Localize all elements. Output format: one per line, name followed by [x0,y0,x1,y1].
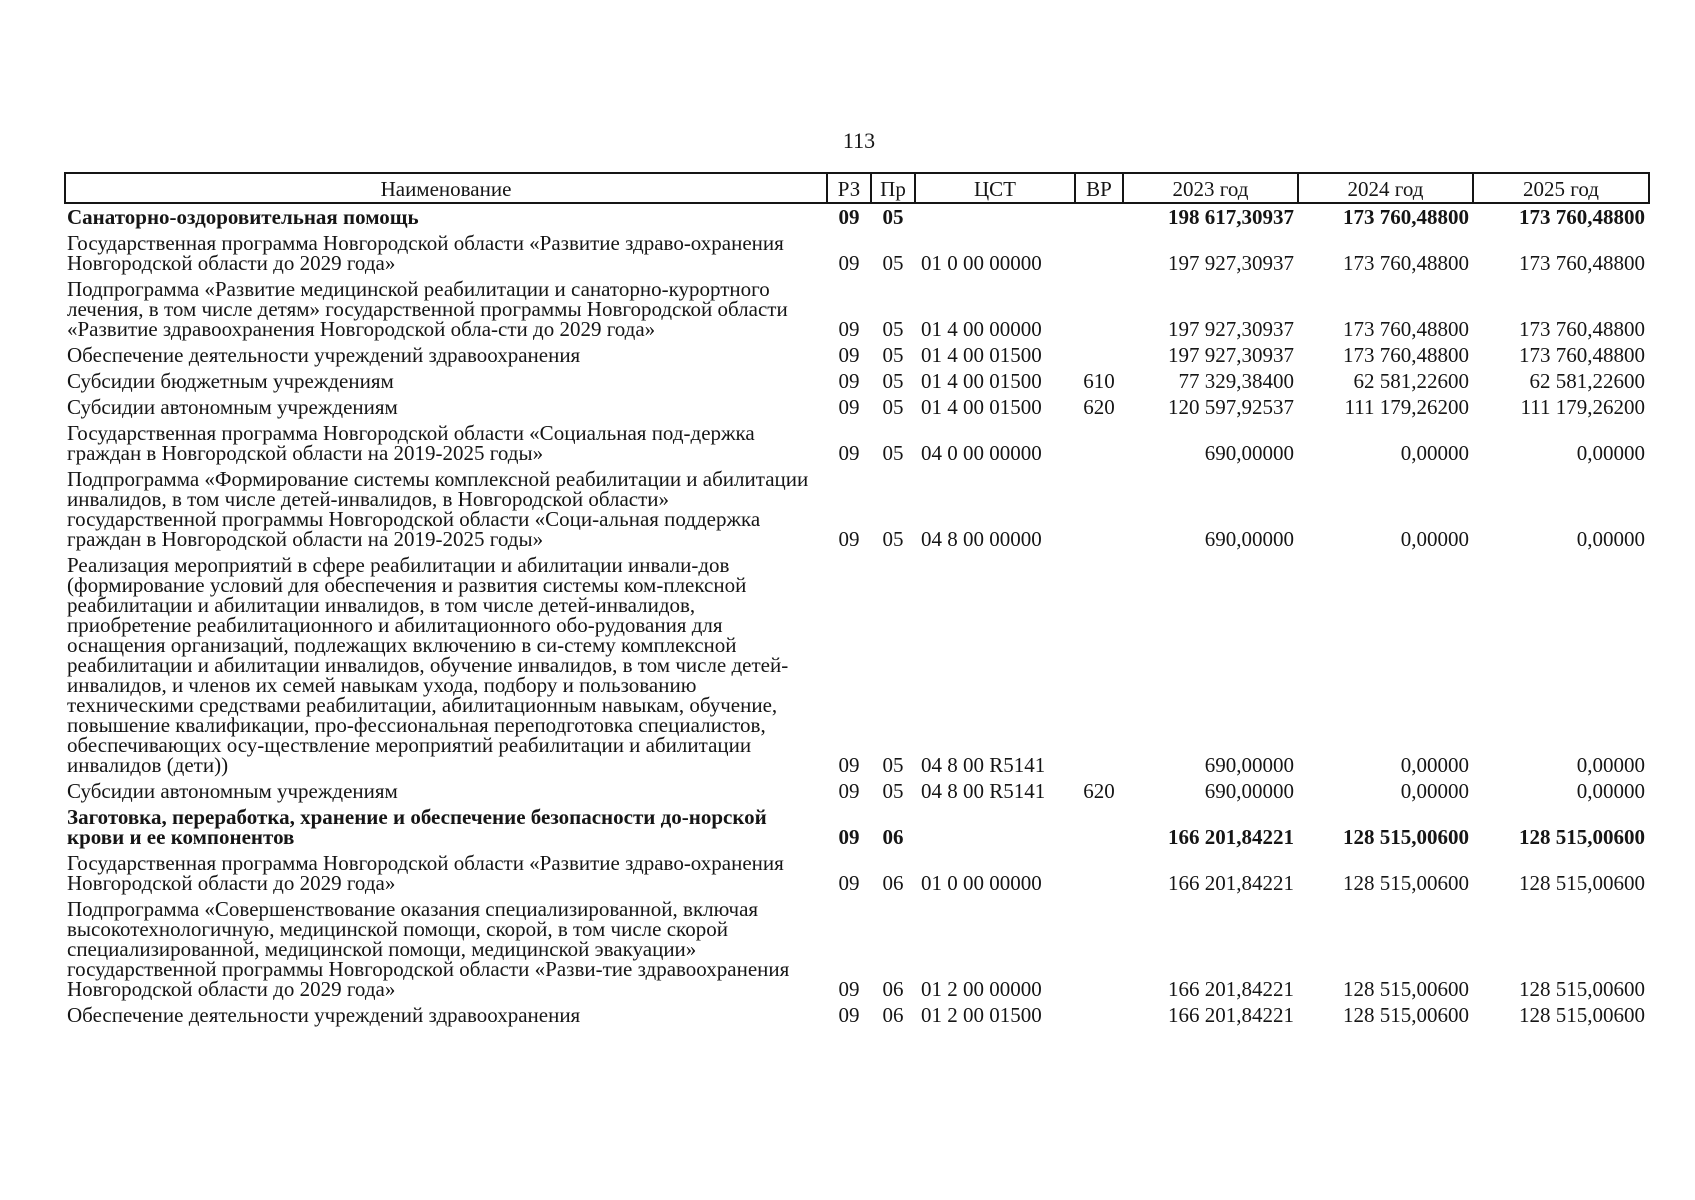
row-vr [1075,420,1123,466]
row-2024-value: 0,00000 [1400,753,1469,777]
header-pr: Пр [871,173,915,203]
row-rz: 09 [838,343,860,367]
row-rz: 09 [838,527,860,551]
row-cst: 01 2 00 00000 [921,977,1042,1001]
row-2023-value: 166 201,84221 [1168,977,1294,1001]
row-cst: 04 8 00 R5141 [921,753,1046,777]
table-row [65,203,1649,230]
row-vr [1075,804,1123,850]
row-name: Государственная программа Новгородской области «Развитие здраво-охранения Новгородской области до 2029 года» [67,851,784,895]
row-2025-value: 128 515,00600 [1519,871,1645,895]
row-vr [1075,466,1123,552]
row-cst: 04 0 00 00000 [921,441,1042,465]
row-pr: 06 [882,871,904,895]
table-row [65,420,1649,466]
row-name: Подпрограмма «Развитие медицинской реабилитации и санаторно-курортного лечения, в том числе детям» государственной программы Новгородской области «Развитие здравоохранения Новгородской обла-сти до 2029 года» [67,277,788,341]
row-2023-value: 166 201,84221 [1168,825,1294,849]
row-name: Обеспечение деятельности учреждений здравоохранения [67,343,581,367]
row-2024-value: 128 515,00600 [1343,871,1469,895]
row-2023-value: 166 201,84221 [1168,871,1294,895]
row-cst: 01 4 00 01500 [921,369,1042,393]
row-pr: 05 [882,205,904,229]
page-number: 113 [842,128,876,153]
row-name: Санаторно-оздоровительная помощь [67,205,419,229]
row-pr: 06 [882,1003,904,1027]
row-2024-value: 173 760,48800 [1343,343,1469,367]
row-2024-value: 128 515,00600 [1343,1003,1469,1027]
row-name: Государственная программа Новгородской области «Развитие здраво-охранения Новгородской области до 2029 года» [67,231,784,275]
table-row [65,394,1649,420]
row-2024-value: 111 179,26200 [1344,395,1469,419]
table-row [65,1002,1649,1028]
row-rz: 09 [838,395,860,419]
table-row [65,466,1649,552]
header-cst: ЦСТ [915,173,1075,203]
row-pr: 05 [882,343,904,367]
header-row [65,173,1649,203]
row-rz: 09 [838,317,860,341]
row-vr: 620 [1083,779,1115,803]
row-2023-value: 198 617,30937 [1168,205,1294,229]
row-2025-value: 62 581,22600 [1529,369,1645,393]
table-body [65,203,1649,1028]
row-name: Субсидии автономным учреждениям [67,395,398,419]
header-name: Наименование [65,173,827,203]
row-2025-value: 173 760,48800 [1519,251,1645,275]
row-pr: 06 [882,825,904,849]
row-2023-value: 197 927,30937 [1168,317,1294,341]
header-vr: ВР [1075,173,1123,203]
row-name: Заготовка, переработка, хранение и обеспечение безопасности до-норской крови и ее компонентов [67,805,767,849]
table-row [65,804,1649,850]
row-2024-value: 173 760,48800 [1343,251,1469,275]
row-name: Субсидии бюджетным учреждениям [67,369,394,393]
row-pr: 05 [882,251,904,275]
row-2024-value: 173 760,48800 [1343,317,1469,341]
row-2024-value: 128 515,00600 [1343,977,1469,1001]
row-2025-value: 111 179,26200 [1520,395,1645,419]
row-cst: 01 4 00 01500 [921,395,1042,419]
row-rz: 09 [838,753,860,777]
row-2025-value: 173 760,48800 [1519,343,1645,367]
table-row [65,896,1649,1002]
budget-table [64,172,1650,1028]
row-vr [1075,552,1123,778]
row-2023-value: 197 927,30937 [1168,343,1294,367]
row-rz: 09 [838,369,860,393]
row-2024-value: 0,00000 [1400,527,1469,551]
table-row [65,342,1649,368]
row-2024-value: 62 581,22600 [1353,369,1469,393]
header-rz: РЗ [827,173,871,203]
header-2025: 2025 год [1473,173,1649,203]
row-cst: 01 0 00 00000 [921,871,1042,895]
table-row [65,276,1649,342]
row-2024-value: 0,00000 [1400,441,1469,465]
row-rz: 09 [838,205,860,229]
row-2023-value: 690,00000 [1204,753,1294,777]
row-cst: 01 0 00 00000 [921,251,1042,275]
row-cst: 04 8 00 00000 [921,527,1042,551]
row-pr: 05 [882,317,904,341]
header-2024: 2024 год [1298,173,1473,203]
header-2023: 2023 год [1123,173,1298,203]
row-name: Реализация мероприятий в сфере реабилитации и абилитации инвали-дов (формирование условий для обеспечения и развития системы ком-плексной реабилитации и абилитации инвалидов, в том числе детей-инвалидов, приобретение реабилитационного и абилитационного обо-рудования для оснащения организаций, подлежащих включению в си-стему комплексной реабилитации и абилитации инвалидов, обучение инвалидов, в том числе детей-инвалидов, и членов их семей навыкам ухода, подбору и пользованию техническими средствами реабилитации, абилитационным навыкам, обучение, повышение квалификации, про-фессиональная переподготовка специалистов, обеспечивающих осу-ществление мероприятий реабилитации и абилитации инвалидов (дети)) [67,553,789,777]
row-name: Подпрограмма «Совершенствование оказания специализированной, включая высокотехнологичную, медицинской помощи, скорой, в том числе скорой специализированной, медицинской помощи, медицинской эвакуации» государственной программы Новгородской области «Разви-тие здравоохранения Новгородской области до 2029 года» [67,897,790,1001]
row-2023-value: 120 597,92537 [1168,395,1294,419]
row-cst: 01 4 00 01500 [921,343,1042,367]
row-2023-value: 166 201,84221 [1168,1003,1294,1027]
row-vr [1075,850,1123,896]
row-pr: 06 [882,977,904,1001]
row-2025-value: 128 515,00600 [1519,825,1645,849]
row-cst [915,203,1075,230]
table-row [65,552,1649,778]
row-pr: 05 [882,369,904,393]
row-2025-value: 0,00000 [1576,779,1645,803]
row-vr [1075,203,1123,230]
row-2025-value: 173 760,48800 [1519,317,1645,341]
table-header [65,173,1649,203]
row-cst [915,804,1075,850]
row-2023-value: 690,00000 [1204,779,1294,803]
row-rz: 09 [838,779,860,803]
row-pr: 05 [882,395,904,419]
row-cst: 01 2 00 01500 [921,1003,1042,1027]
row-vr [1075,276,1123,342]
row-2025-value: 128 515,00600 [1519,977,1645,1001]
row-vr: 610 [1083,369,1115,393]
row-2024-value: 0,00000 [1400,779,1469,803]
row-vr [1075,1002,1123,1028]
row-rz: 09 [838,977,860,1001]
row-pr: 05 [882,527,904,551]
row-cst: 04 8 00 R5141 [921,779,1046,803]
row-2023-value: 690,00000 [1204,441,1294,465]
row-2025-value: 128 515,00600 [1519,1003,1645,1027]
row-name: Обеспечение деятельности учреждений здравоохранения [67,1003,581,1027]
row-name: Подпрограмма «Формирование системы комплексной реабилитации и абилитации инвалидов, в том числе детей-инвалидов, в Новгородской области» государственной программы Новгородской области «Соци-альная поддержка граждан в Новгородской области на 2019-2025 годы» [67,467,809,551]
row-vr [1075,896,1123,1002]
row-2023-value: 197 927,30937 [1168,251,1294,275]
row-pr: 05 [882,779,904,803]
row-2025-value: 0,00000 [1576,753,1645,777]
row-2025-value: 0,00000 [1576,527,1645,551]
row-2025-value: 173 760,48800 [1519,205,1645,229]
row-rz: 09 [838,441,860,465]
row-2024-value: 173 760,48800 [1343,205,1469,229]
table-row [65,368,1649,394]
row-rz: 09 [838,871,860,895]
row-rz: 09 [838,251,860,275]
row-2023-value: 690,00000 [1204,527,1294,551]
row-rz: 09 [838,825,860,849]
table-row [65,778,1649,804]
row-vr [1075,342,1123,368]
row-rz: 09 [838,1003,860,1027]
table-row [65,230,1649,276]
row-vr: 620 [1083,395,1115,419]
row-2025-value: 0,00000 [1576,441,1645,465]
row-pr: 05 [882,753,904,777]
row-pr: 05 [882,441,904,465]
row-vr [1075,230,1123,276]
table-row [65,850,1649,896]
row-2023-value: 77 329,38400 [1178,369,1294,393]
row-name: Субсидии автономным учреждениям [67,779,398,803]
row-2024-value: 128 515,00600 [1343,825,1469,849]
row-cst: 01 4 00 00000 [921,317,1042,341]
row-name: Государственная программа Новгородской области «Социальная под-держка граждан в Новгородской области на 2019-2025 годы» [67,421,755,465]
